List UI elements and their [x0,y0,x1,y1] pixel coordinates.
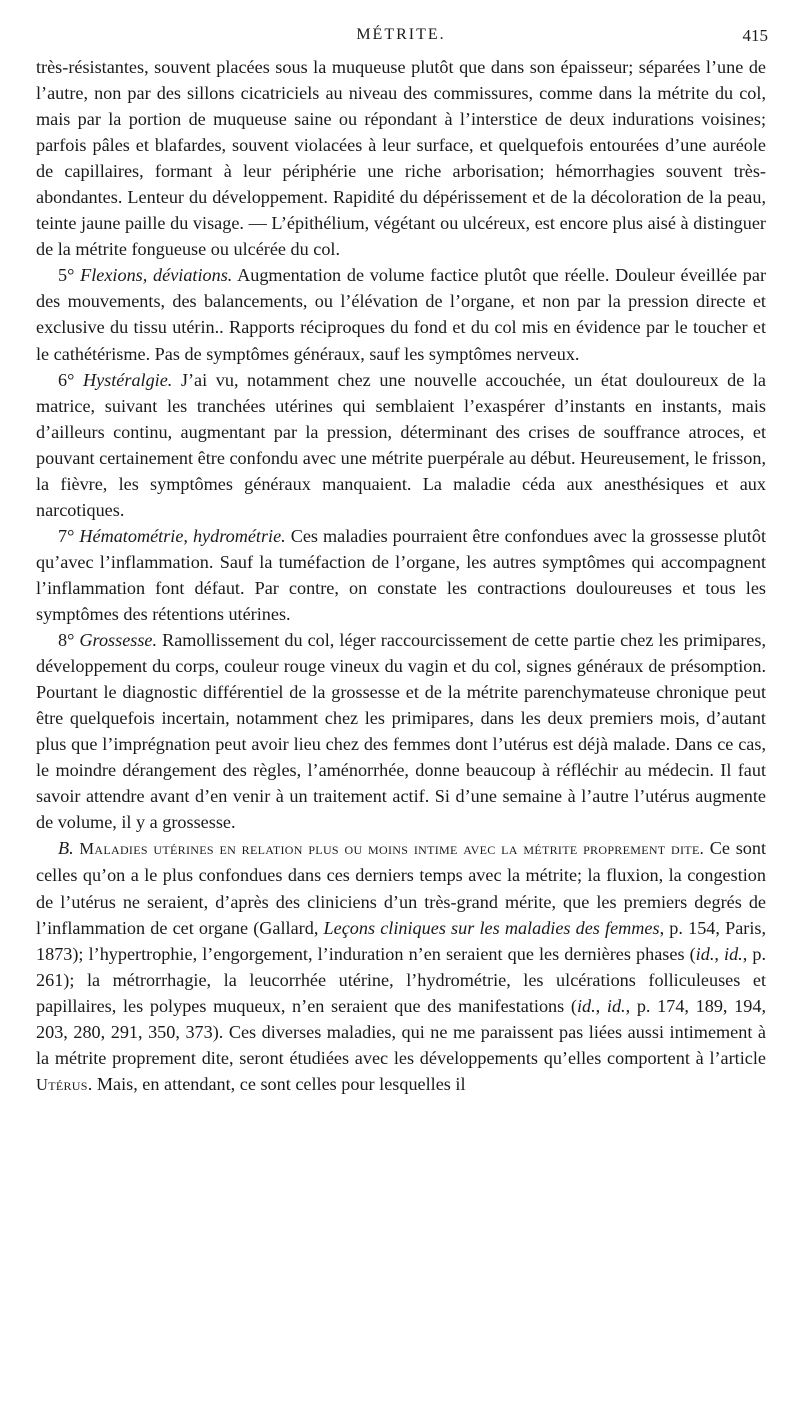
paragraph-text: Ces maladies pourraient être confondues avec la grossesse plutôt qu’avec l’inflammation. Sauf la tuméfaction de l’organe, les autres symptômes qui accompagnent l’inflammation font défaut. Par contre, on constate les contractions douloureuses et tous les symptômes des rétentions utérines. [36,525,767,624]
paragraph-text: Augmentation de volume factice plutôt que réelle. Douleur éveillée par des mouvements, des balancements, ou l’élévation de l’organe, et non par la pression directe et exclusive du tissu utérin.. Rapports réciproques du fond et du col mis en évidence par le toucher et le cathétérisme. Pas de symptômes généraux, sauf les symptômes nerveux. [36,265,767,364]
body-text [36,54,766,1098]
text-run: . Mais, en attendant, ce sont celles pour lesquelles il [87,1073,466,1094]
paragraph-hysteralgie [36,367,766,523]
item-number: 6° [58,369,75,390]
text-run-smallcaps: Utérus [36,1074,88,1094]
section-b-text [36,838,766,1093]
page [36,26,766,1098]
text-run-italic: id. [695,943,715,964]
item-number: 5° [58,265,75,286]
item-number: 8° [58,630,75,651]
paragraph-flexions [36,262,766,366]
text-run: , [714,943,725,964]
running-title: MÉTRITE. [356,26,446,43]
paragraph-text: très-résistantes, souvent placées sous la muqueuse plutôt que dans son épaisseur; séparées l’une de l’autre, non par des sillons cicatriciels au niveau des commissures, comme dans la métrite du col, mais par la portion de muqueuse saine ou répondant à l’interstice de deux indurations voisines; parfois pâles et blafardes, souvent violacées à leur surface, et quelquefois entourées d’une auréole de capillaires, formant à leur périphérie une riche arborisation; hémorrhagies souvent très-abondantes. Lenteur du développement. Rapidité du dépérissement et de la décoloration de la peau, teinte jaune paille du visage. — L’épithélium, végétant ou ulcéreux, est encore plus aisé à distinguer de la métrite fongueuse ou ulcérée du col. [36,57,766,260]
running-head [36,26,766,54]
text-run: Ce sont celles qu’on a le plus confondues dans ces derniers temps avec la métrite; la fluxion, la congestion de l’utérus ne seraient, d’après des cliniciens d’un très-grand mérite, que les premiers degrés de l’inflammation de cet organe (Gallard, [36,838,767,938]
paragraph-continuation [36,54,766,262]
text-run: , [595,995,607,1016]
text-run-italic: id. [576,995,596,1016]
item-number: 7° [58,525,75,546]
text-run-italic: id. [724,943,743,964]
text-run: , p. 261); la métrorrhagie, la leucorrhée utérine, l’hydrométrie, les ulcérations folliculeuses et papillaires, les polypes muqueux, n’en seraient que des manifestations ( [36,943,766,1016]
paragraph-text: J’ai vu, notamment chez une nouvelle accouchée, un état douloureux de la matrice, suivant les tranchées utérines qui semblaient l’exaspérer d’instants en instants, mais d’ailleurs continu, augmentant par la pression, déterminant des crises de souffrance atroces, et pouvant certainement être confondu avec une métrite puerpérale au début. Heureusement, le frisson, la fièvre, les symptômes généraux manquaient. La maladie céda aux anesthésiques et aux narcotiques. [36,369,767,520]
section-heading: Maladies utérines en relation plus ou moins intime avec la métrite proprement dite. [79,839,704,859]
section-letter: B. [58,838,74,859]
page-number: 415 [742,26,768,45]
item-lead: Grossesse. [79,630,158,651]
item-lead: Hystéralgie. [82,369,173,390]
paragraph-text: Ramollissement du col, léger raccourcissement de cette partie chez les primipares, développement du corps, couleur rouge vineux du vagin et du col, signes généraux de présomption. Pourtant le diagnostic différentiel de la grossesse et de la métrite parenchymateuse chronique peut être quelquefois incertain, notamment chez les primipares, dans les deux premiers mois, d’autant plus que l’imprégnation peut avoir lieu chez des femmes dont l’utérus est déjà malade. Dans ce cas, le moindre dérangement des règles, l’aménorrhée, donne beaucoup à réfléchir au médecin. Il faut savoir attendre avant d’en venir à un traitement actif. Si d’une semaine à l’autre l’utérus augmente de volume, il y a grossesse. [36,630,767,833]
text-run-italic: Leçons cliniques sur les maladies des femmes [323,917,660,938]
paragraph-hematometrie [36,523,766,627]
text-run: , p. 154, Paris, 1873); l’hypertrophie, l’engorgement, l’induration n’en seraient que les dernières phases ( [36,917,766,964]
item-lead: Flexions, déviations. [80,265,233,286]
paragraph-grossesse [36,627,766,835]
text-run: , p. 174, 189, 194, 203, 280, 291, 350, 373). Ces diverses maladies, qui ne me paraissent pas liées aussi intimement à la métrite proprement dite, seront étudiées avec les développements qu’elles comportent à l’article [36,995,766,1068]
item-lead: Hématométrie, hydrométrie. [79,525,286,546]
paragraph-section-b [36,835,766,1097]
text-run-italic: id. [606,995,626,1016]
